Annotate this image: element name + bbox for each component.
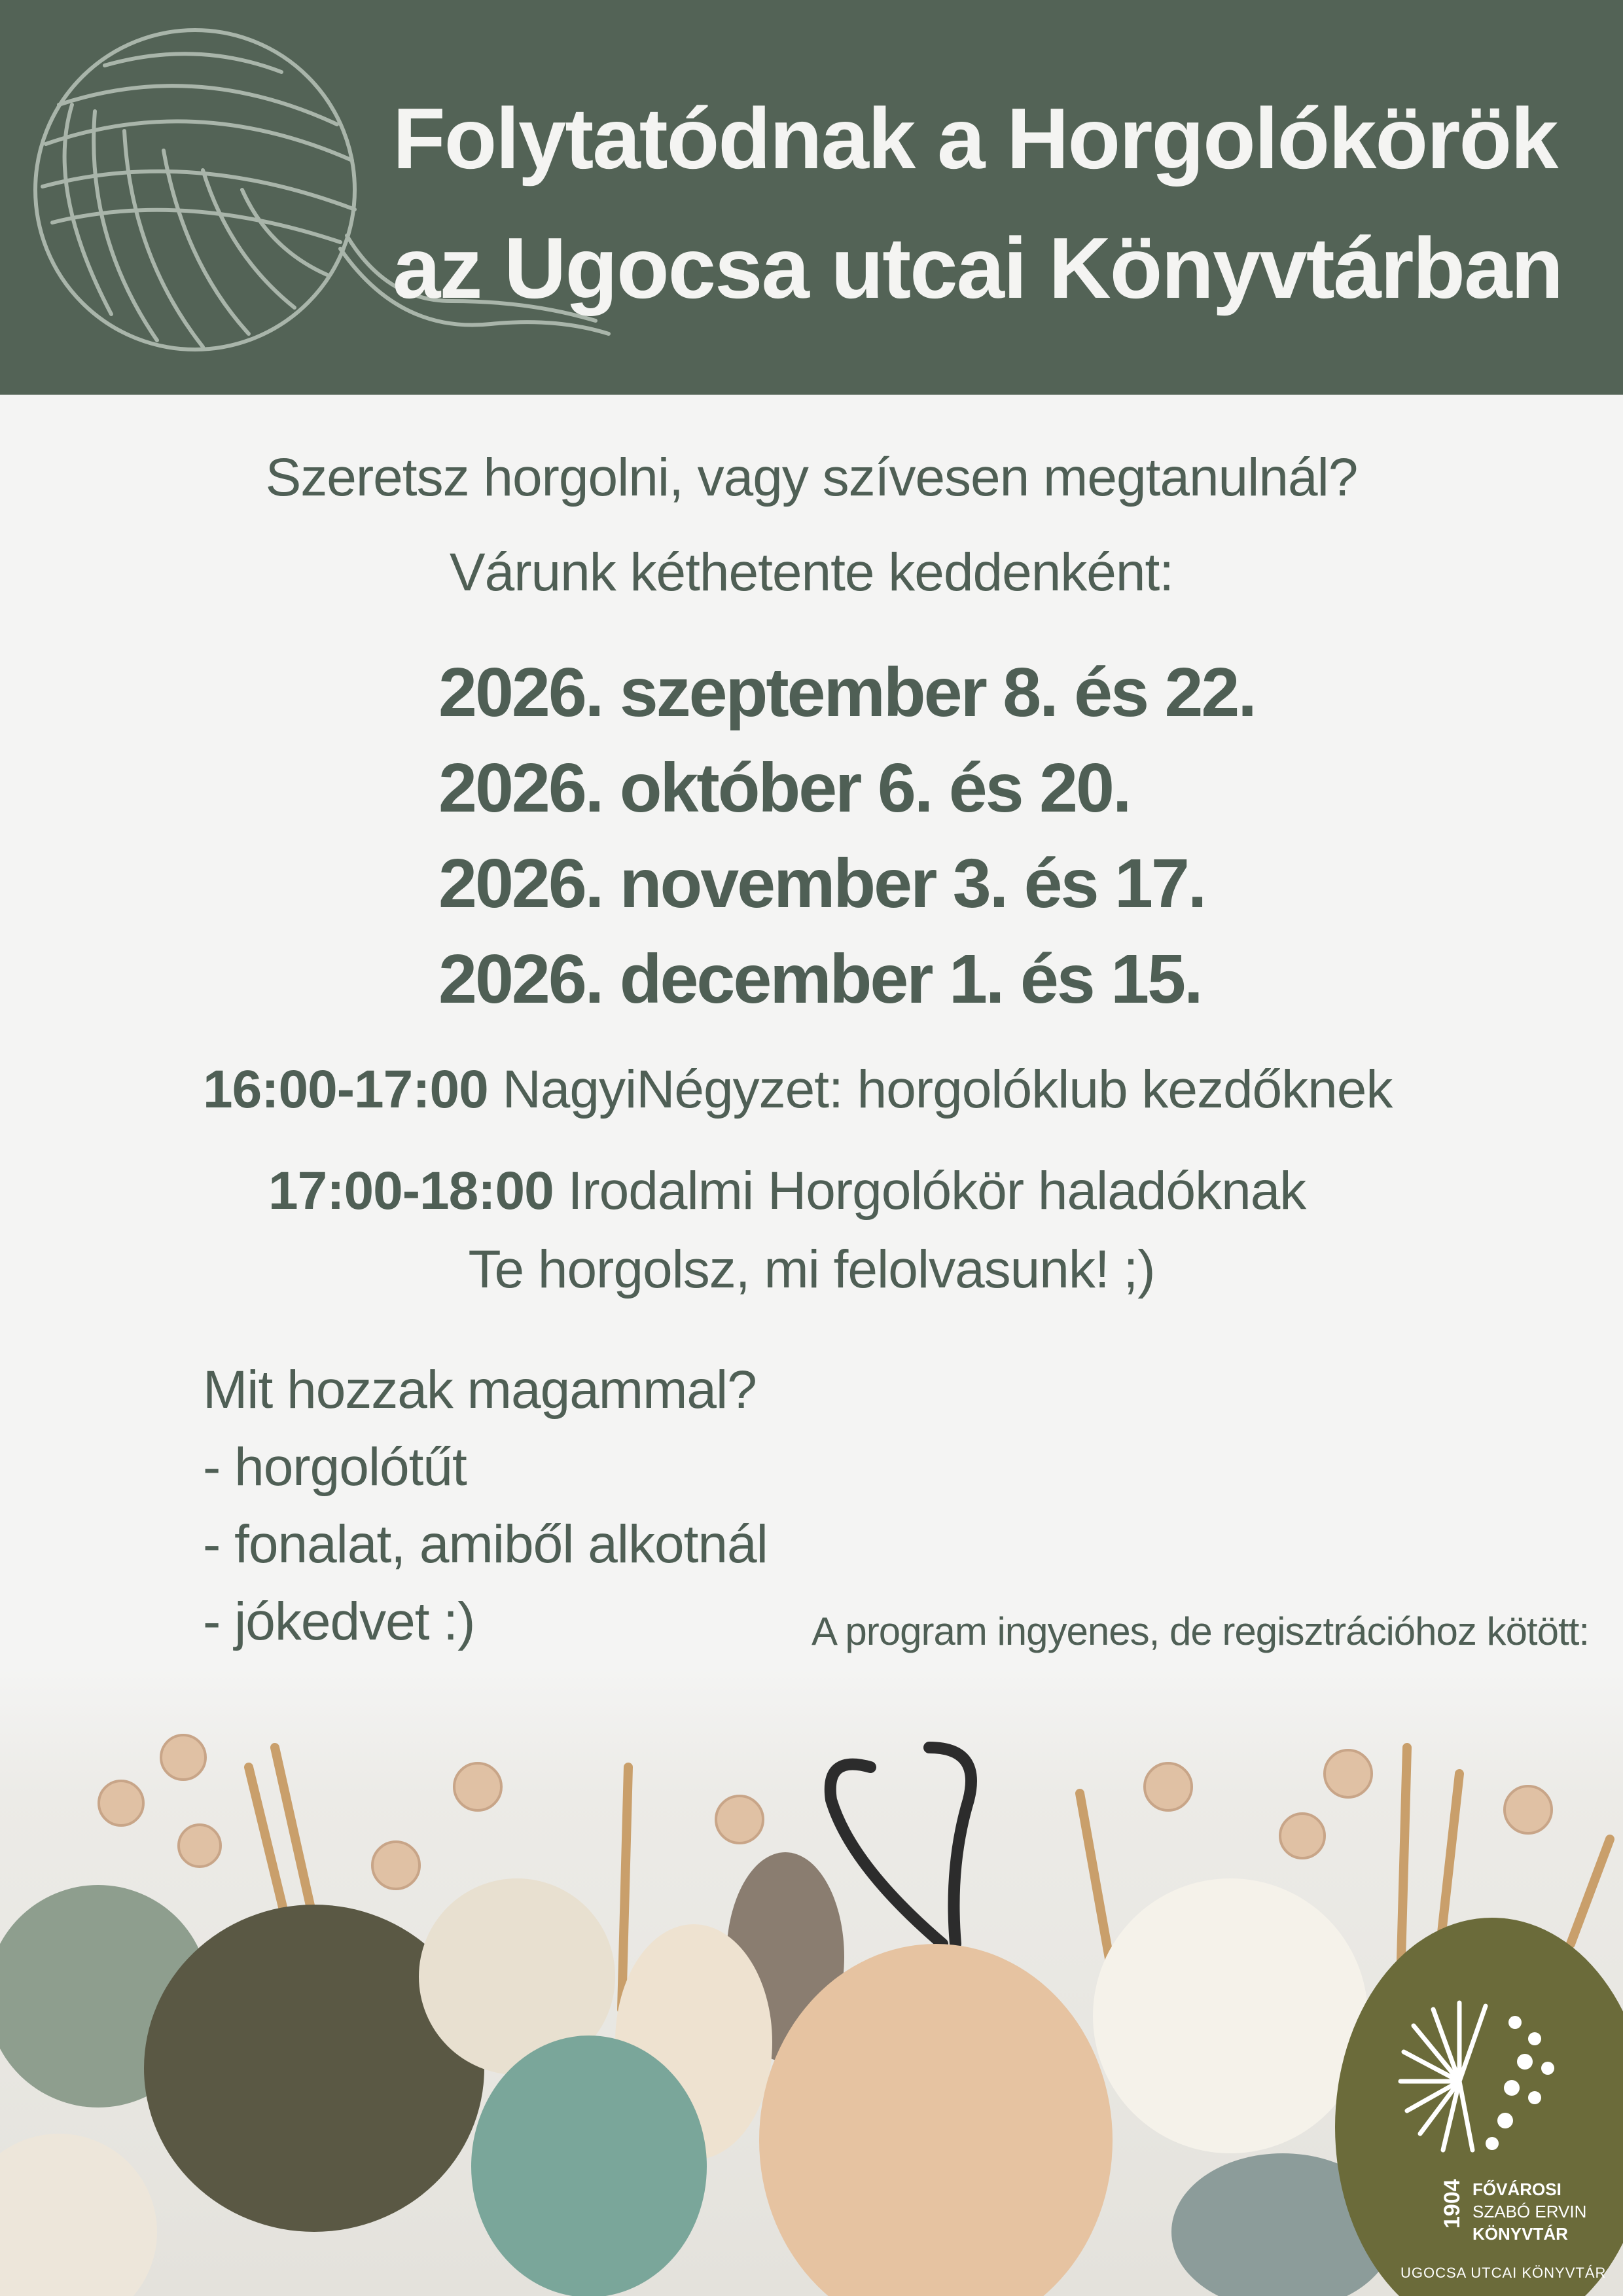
bring-question: Mit hozzak magammal? xyxy=(203,1360,757,1420)
bring-item: - horgolótűt xyxy=(203,1437,467,1497)
date-item: 2026. november 3. és 17. xyxy=(438,845,1205,922)
date-item: 2026. október 6. és 20. xyxy=(438,749,1130,827)
intro-question: Szeretsz horgolni, vagy szívesen megtanulnál? xyxy=(265,448,1358,507)
date-item: 2026. szeptember 8. és 22. xyxy=(438,654,1255,731)
bring-item: - jókedvet :) xyxy=(203,1592,475,1651)
page-title-line-2: az Ugocsa utcai Könyvtárban xyxy=(393,220,1563,316)
session-beginners xyxy=(203,1057,1392,1122)
session-title: NagyiNégyzet: horgolóklub kezdőknek xyxy=(502,1060,1393,1119)
header-banner xyxy=(0,0,1623,395)
bring-list xyxy=(203,1352,768,1660)
library-logo-line1: FŐVÁROSI xyxy=(1472,2179,1561,2199)
library-logo-icon xyxy=(1394,1990,1610,2291)
session-time: 17:00-18:00 xyxy=(268,1161,554,1221)
library-logo-branch: UGOCSA UTCAI KÖNYVTÁR xyxy=(1400,2265,1607,2281)
session-time: 16:00-17:00 xyxy=(203,1060,488,1119)
bring-item: - fonalat, amiből alkotnál xyxy=(203,1515,768,1574)
date-item: 2026. december 1. és 15. xyxy=(438,941,1202,1018)
page-title-line-1: Folytatódnak a Horgolókörök xyxy=(393,90,1558,187)
registration-note: A program ingyenes, de regisztrációhoz kötött: xyxy=(812,1609,1589,1653)
library-logo-line3: KÖNYVTÁR xyxy=(1472,2224,1568,2244)
date-list xyxy=(438,645,1255,1027)
session-title: Irodalmi Horgolókör haladóknak xyxy=(567,1161,1306,1221)
library-logo-line2: SZABÓ ERVIN xyxy=(1472,2202,1587,2221)
yarn-ball-icon xyxy=(33,26,622,380)
session-advanced xyxy=(268,1158,1306,1224)
yarn-photo xyxy=(0,1669,1623,2296)
session-note: Te horgolsz, mi felolvasunk! ;) xyxy=(468,1240,1155,1299)
library-logo-year: 1904 xyxy=(1440,2179,1465,2229)
intro-invite: Várunk kéthetente keddenként: xyxy=(449,543,1174,602)
